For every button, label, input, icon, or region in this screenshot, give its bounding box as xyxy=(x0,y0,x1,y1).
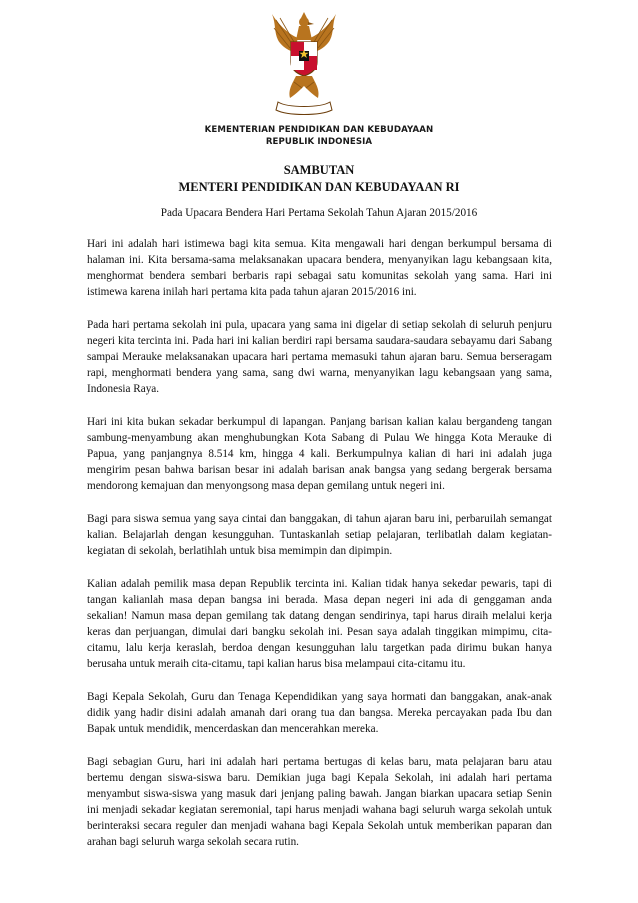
occasion-line: Pada Upacara Bendera Hari Pertama Sekolah Tahun Ajaran 2015/2016 xyxy=(160,207,478,219)
paragraph: Pada hari pertama sekolah ini pula, upacara yang sama ini digelar di setiap sekolah di seluruh penjuru negeri kita tercinta ini. Pada hari ini kalian berdiri rapi bersama saudara-saudara sebayamu dari Sabang sampai Merauke melaksanakan upacara hari pertama memasuki tahun ajaran baru. Semua berseragam rapi, menghormati bendera yang sama, sang dwi warna, menyanyikan lagu kebangsaan yang sama, Indonesia Raya. xyxy=(87,319,552,395)
paragraph: Bagi para siswa semua yang saya cintai dan banggakan, di tahun ajaran baru ini, perbaruilah semangat kalian. Belajarlah dengan kesungguhan. Tuntaskanlah setiap pelajaran, terlibatlah dalam kegiatan-kegiatan di sekolah, berlatihlah untuk bisa memimpin dan dipimpin. xyxy=(87,513,552,557)
speech-body xyxy=(87,236,552,867)
paragraph: Bagi Kepala Sekolah, Guru dan Tenaga Kependidikan yang saya hormati dan banggakan, anak-anak didik yang hadir disini adalah amanah dari orang tua dan bangsa. Mereka percayakan pada Ibu dan Bapak untuk mendidik, mencerdaskan dan mencerahkan mereka. xyxy=(87,691,552,735)
ministry-name: KEMENTERIAN PENDIDIKAN DAN KEBUDAYAAN xyxy=(204,125,434,135)
paragraph: Kalian adalah pemilik masa depan Republik tercinta ini. Kalian tidak hanya sekedar pewaris, tapi di tangan kalianlah masa depan bangsa ini berada. Masa depan negeri ini ada di genggaman anda sekalian! Namun masa depan gemilang tak datang dengan sendirinya, tapi harus diraih melalui kerja keras dan perjuangan, dimulai dari bangku sekolah ini. Pesan saya adalah tinggikan mimpimu, cita-citamu, lalu kerja keraslah, berdoa dengan kesungguhan lalu targetkan pada dirimu bukan hanya berusaha untuk meraih cita-citamu, tapi kalian harus bisa melampaui cita-citamu itu. xyxy=(87,578,552,670)
country-name: REPUBLIK INDONESIA xyxy=(265,137,373,147)
document-title: SAMBUTAN xyxy=(283,163,355,177)
document-subtitle: MENTERI PENDIDIKAN DAN KEBUDAYAAN RI xyxy=(178,180,460,194)
paragraph: Hari ini kita bukan sekadar berkumpul di lapangan. Panjang barisan kalian kalau bergandeng tangan sambung-menyambung akan menghubungkan Kota Sabang di Pulau We hingga Kota Merauke di Papua, yang panjangnya 8.514 km, hingga 4 kali. Berkumpulnya kalian di hari ini adalah juga mengirim pesan bahwa barisan besar ini adalah barisan anak bangsa yang sedang bergerak bersama mendorong kemajuan dan menyongsong masa depan gemilang untuk negeri ini. xyxy=(87,416,552,492)
paragraph: Hari ini adalah hari istimewa bagi kita semua. Kita mengawali hari dengan berkumpul bersama di halaman ini. Kita bersama-sama melaksanakan upacara bendera, menyanyikan lagu kebangsaan kita, menghormat bendera sembari berbaris rapi sebagai satu komunitas sekolah yang sama. Hari ini istimewa karena inilah hari pertama kita pada tahun ajaran 2015/2016 ini. xyxy=(87,238,552,298)
paragraph: Bagi sebagian Guru, hari ini adalah hari pertama bertugas di kelas baru, mata pelajaran baru atau bertemu dengan siswa-siswa baru. Demikian juga bagi Kepala Sekolah, ini adalah hari pertama menyambut siswa-siswa yang masuk dari jenjang paling bawah. Jangan biarkan upacara setiap Senin ini menjadi sekadar kegiatan seremonial, tapi harus menjadi wahana bagi seluruh warga sekolah untuk berinteraksi secara reguler dan menjadi wahana bagi Kepala Sekolah untuk memberikan paparan dan arahan bagi seluruh warga sekolah secara rutin. xyxy=(87,756,552,848)
garuda-pancasila-emblem-icon xyxy=(268,10,340,118)
